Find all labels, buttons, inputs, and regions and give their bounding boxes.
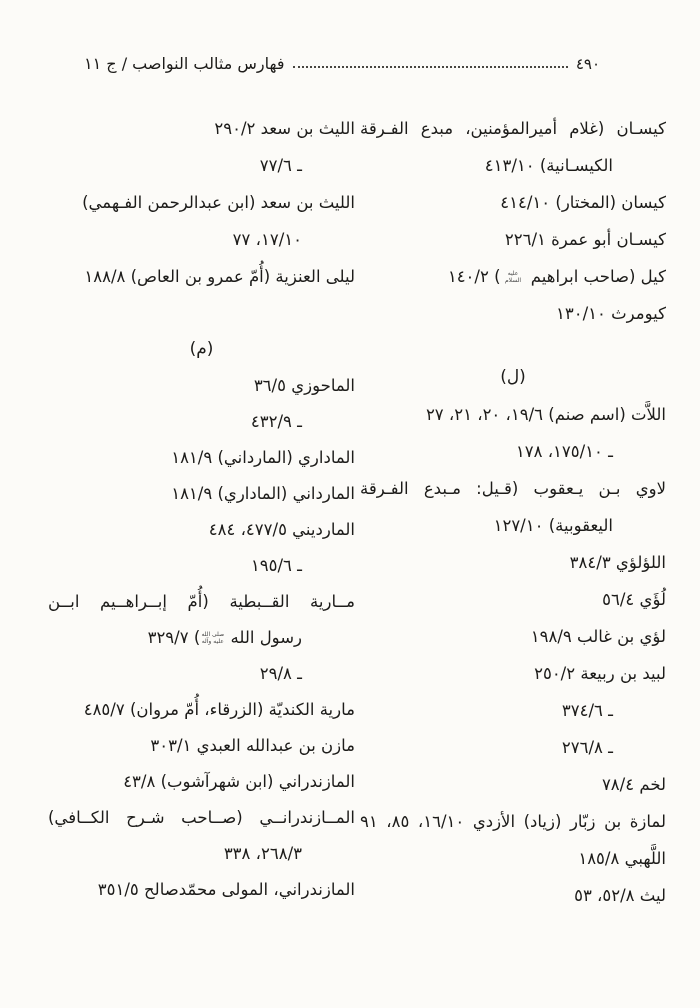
running-title: فهارس مثالب النواصب / ج ١١ <box>84 54 285 73</box>
index-entry-line <box>360 258 666 295</box>
index-entry-line: كيسـان (غلام أميرالمؤمنين، مبدع الفـرقة <box>360 119 666 138</box>
index-entry-line <box>48 620 355 656</box>
index-entry-line: مارية الكنديّة (الزرقاء، أُمّ مروان) ٤٨٥/٧ <box>83 700 355 719</box>
index-entry-line: المــازندرانــي (صــاحب شـرح الكــافي) <box>48 808 355 827</box>
index-entry-line: ـ ١٩٥/٦ <box>250 556 302 575</box>
entry-text: رسول الله <box>225 628 302 647</box>
index-entry-line: لخم ٧٨/٤ <box>601 775 666 794</box>
page-header <box>84 54 600 73</box>
honorific-seal: صلى الله عليه وآله <box>201 630 225 645</box>
index-entry-line: لُؤَي ٥٦/٤ <box>602 590 666 609</box>
index-entry-line: مازن بن عبدالله العبدي ٣٠٣/١ <box>150 736 355 755</box>
index-entry-line: كيومرث ١٣٠/١٠ <box>556 304 666 323</box>
entry-text: ) ١٤٠/٢ <box>447 267 501 286</box>
index-entry-line: ليلى العنزية (أُمّ عمرو بن العاص) ١٨٨/٨ <box>84 267 355 286</box>
entry-text: ) ٣٢٩/٧ <box>147 628 201 647</box>
index-entry-line: ليث ٥٢/٨، ٥٣ <box>574 886 666 905</box>
index-entry-line: الليث بن سعد (ابن عبدالرحمن الفـهمي) <box>82 193 355 212</box>
page-number: ٤٩٠ <box>575 55 600 73</box>
index-entry-line: الليث بن سعد ٢٩٠/٢ <box>214 119 355 138</box>
section-heading: (م) <box>189 339 214 359</box>
index-entry-line: المازندراني، المولى محمّدصالح ٣٥١/٥ <box>97 880 355 899</box>
dotted-leader <box>293 66 568 68</box>
index-entry-line: لؤي بن غالب ١٩٨/٩ <box>530 627 666 646</box>
index-entry-line: ـ ٢٩/٨ <box>259 664 302 683</box>
index-entry-line: الماحوزي ٣٦/٥ <box>253 376 355 395</box>
index-entry-line: لبيد بن ربيعة ٢٥٠/٢ <box>534 664 666 683</box>
index-entry-line: المارديني ٤٧٧/٥، ٤٨٤ <box>208 520 355 539</box>
index-entry-line: ـ ٢٧٦/٨ <box>561 738 613 757</box>
index-entry-line: اليعقوبية) ١٢٧/١٠ <box>493 516 613 535</box>
index-entry-line: ـ ٤٣٢/٩ <box>250 412 302 431</box>
index-column-left <box>48 110 355 908</box>
honorific-seal: عليه السلام <box>504 269 522 284</box>
index-entry-line: المازندراني (ابن شهرآشوب) ٤٣/٨ <box>123 772 355 791</box>
index-entry-line: المارداني (الماداري) ١٨١/٩ <box>171 484 355 503</box>
index-entry-line: الماداري (المارداني) ١٨١/٩ <box>171 448 355 467</box>
index-entry-line: لمازة بن زبّار (زياد) الأزدي ١٦/١٠، ٨٥، ٩١ <box>360 812 666 831</box>
section-heading: (ل) <box>500 367 526 387</box>
index-entry-line: الكيسـانية) ٤١٣/١٠ <box>484 156 613 175</box>
index-entry-line: كيسان (المختار) ٤١٤/١٠ <box>500 193 666 212</box>
index-entry-line: ـ ٧٧/٦ <box>259 156 302 175</box>
index-entry-line: كيسـان أبو عمرة ٢٢٦/١ <box>504 230 666 249</box>
index-entry-line: ـ ١٧٥/١٠، ١٧٨ <box>515 442 613 461</box>
index-entry-line: لاوي بـن يـعقوب (قـيل: مـبدع الفـرقة <box>360 479 666 498</box>
index-entry-line: مــارية القــبطية (أُمّ إبــراهــيم ابــن <box>48 592 355 611</box>
index-entry-line: ١٧/١٠، ٧٧ <box>232 230 302 249</box>
index-entry-line: ـ ٣٧٤/٦ <box>561 701 613 720</box>
index-entry-line: اللاَّت (اسم صنم) ١٩/٦، ٢٠، ٢١، ٢٧ <box>425 405 666 424</box>
entry-text: كيل (صاحب ابراهيم <box>525 267 666 286</box>
index-entry-line: اللَّهبي ١٨٥/٨ <box>578 849 666 868</box>
index-entry-line: ٢٦٨/٣، ٣٣٨ <box>223 844 302 863</box>
index-entry-line: اللؤلؤي ٣٨٤/٣ <box>569 553 666 572</box>
index-column-right <box>360 110 666 914</box>
